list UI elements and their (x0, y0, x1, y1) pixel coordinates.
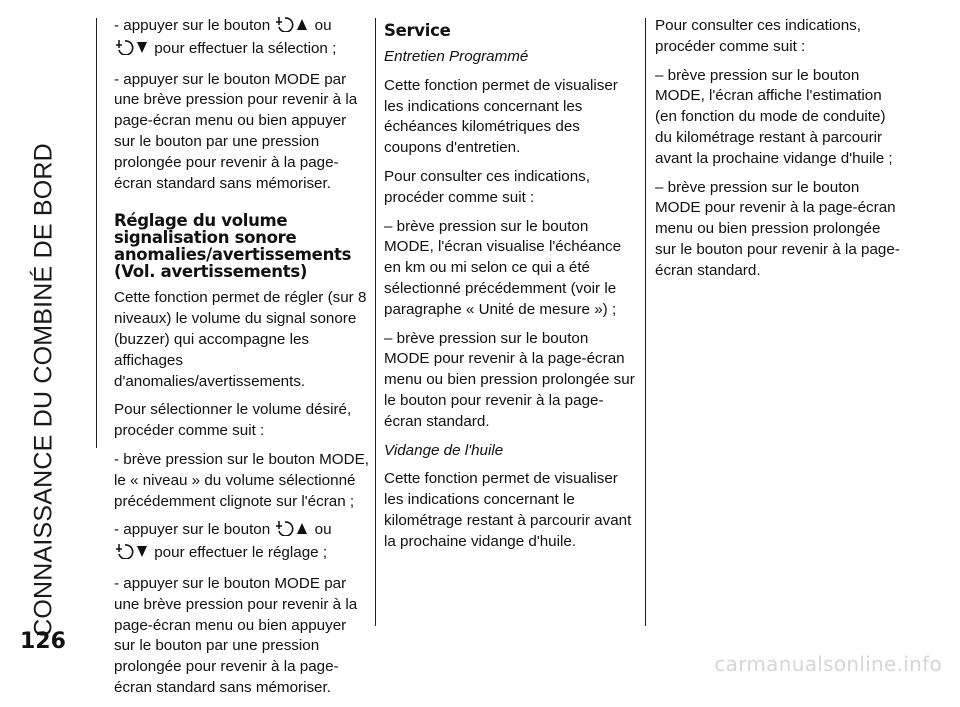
section-heading: Réglage du volume signalisation sonore anomalies/avertissements (Vol. avertissements) (114, 211, 352, 282)
column-1 (114, 16, 370, 707)
column-divider-2 (645, 18, 646, 626)
section-heading: Service (384, 21, 451, 40)
paragraph: – brève pression sur le bouton MODE pour revenir à la page-écran menu ou bien pression prolongée sur le bouton pour revenir à la page-écran standard. (384, 329, 635, 430)
instruction-select-buttons: - appuyer sur le bouton ou pour effectuer la sélection ; (114, 16, 370, 62)
subheading: Vidange de l'huile (384, 441, 504, 459)
button-down-icon (115, 39, 149, 62)
side-divider (96, 18, 97, 448)
paragraph: – brève pression sur le bouton MODE, l'écran visualise l'échéance en km ou mi selon ce qui a été sélectionné précédemment (voir le paragraphe « Unité de mesure ») ; (384, 217, 622, 318)
button-up-icon (275, 16, 309, 39)
paragraph: Pour consulter ces indications, procéder comme suit : (384, 167, 590, 206)
paragraph: Pour sélectionner le volume désiré, procéder comme suit : (114, 401, 352, 440)
paragraph: - appuyer sur le bouton MODE par une brève pression pour revenir à la page-écran menu ou bien appuyer sur le bouton par une pression prolongée pour revenir à la page-écran standard sans mémoriser. (114, 70, 358, 192)
page-number: 126 (20, 629, 66, 654)
column-3 (655, 16, 905, 290)
paragraph: Pour consulter ces indications, procéder comme suit : (655, 17, 861, 55)
paragraph: Cette fonction permet de visualiser les indications concernant les échéances kilométriques des coupons d'entretien. (384, 76, 618, 157)
paragraph: - appuyer sur le bouton MODE par une brève pression pour revenir à la page-écran menu ou bien appuyer sur le bouton par une pression prolongée pour revenir à la page-écran standard sans mémoriser. (114, 574, 358, 696)
paragraph: – brève pression sur le bouton MODE, l'écran affiche l'estimation (en fonction du mode de conduite) du kilométrage restant à parcourir avant la prochaine vidange d'huile ; (655, 66, 893, 167)
subheading: Entretien Programmé (384, 48, 529, 65)
side-section-title: CONNAISSANCE DU COMBINÉ DE BORD (29, 143, 58, 637)
watermark: carmanualsonline.info (714, 652, 942, 676)
paragraph: - brève pression sur le bouton MODE, le « niveau » du volume sélectionné précédemment clignote sur l'écran ; (114, 450, 369, 510)
instruction-adjust-buttons: - appuyer sur le bouton ou pour effectuer le réglage ; (114, 520, 370, 566)
paragraph: Cette fonction permet de visualiser les indications concernant le kilométrage restant à parcourir avant la prochaine vidange d'huile. (384, 470, 632, 550)
column-divider-1 (375, 18, 376, 626)
button-up-icon (275, 520, 309, 543)
paragraph: – brève pression sur le bouton MODE pour revenir à la page-écran menu ou bien pression prolongée sur le bouton pour revenir à la page-écran standard. (655, 178, 900, 279)
column-2 (384, 16, 636, 561)
paragraph: Cette fonction permet de régler (sur 8 niveaux) le volume du signal sonore (buzzer) qui accompagne les affichages d'anomalies/avertissements. (114, 289, 367, 390)
button-down-icon (115, 543, 149, 566)
